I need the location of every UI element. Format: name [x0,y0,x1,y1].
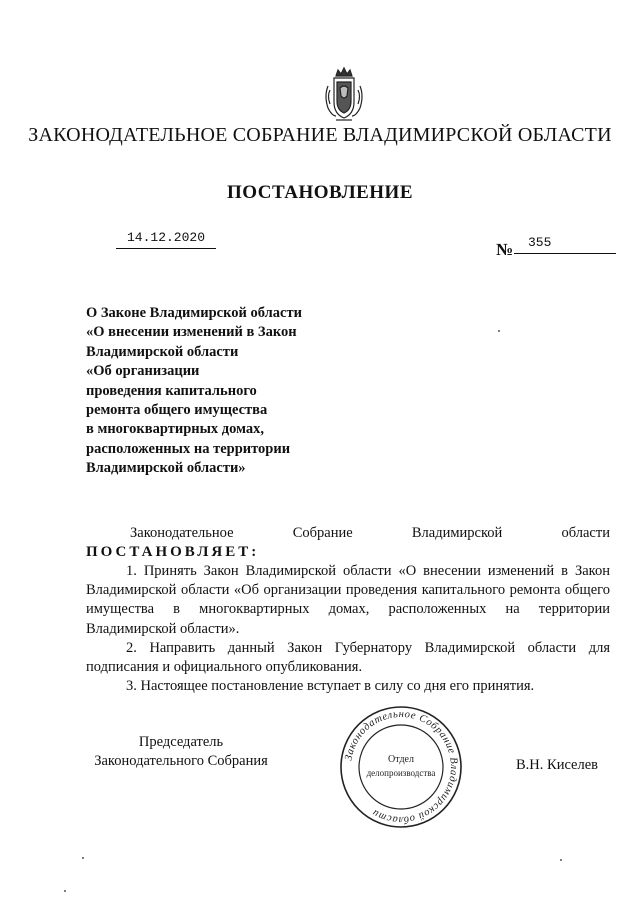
preamble-word: области [561,525,610,541]
scan-speck [498,330,500,332]
document-subject [86,304,386,479]
subject-line: в многоквартирных домах, [86,421,265,438]
decree-item: 3. Настоящее постановление вступает в силу со дня его принятия. [126,678,535,695]
preamble-word: Законодательное [130,525,234,541]
subject-line: «О внесении изменений в Закон [86,324,297,341]
signatory-position [86,733,276,771]
number-underline [514,253,616,254]
coat-of-arms-icon [322,66,366,126]
preamble [86,524,610,562]
stamp-center-line: делопроизводства [366,768,436,778]
position-line: Председатель [138,734,224,750]
organization-title: ЗАКОНОДАТЕЛЬНОЕ СОБРАНИЕ ВЛАДИМИРСКОЙ ОБЛАСТИ [28,124,612,146]
decree-word: ПОСТАНОВЛЯЕТ: [86,544,260,560]
subject-line: ремонта общего имущества [86,402,268,419]
subject-line: О Законе Владимирской области [86,305,302,321]
stamp-center-line: Отдел [388,754,414,765]
svg-text:Законодательное Собрание Влади [343,709,459,825]
document-date: 14.12.2020 [126,230,205,245]
preamble-word: Владимирской [411,525,503,541]
subject-line: Владимирской области» [86,460,246,477]
signatory-name: В.Н. Киселев [516,757,599,773]
document-number: 355 [528,235,552,250]
decree-item: 2. Направить данный Закон Губернатору Владимирской области для подписания и официального опубликования. [86,639,610,676]
preamble-word: Собрание [292,525,353,541]
scan-speck [64,890,66,892]
subject-line: проведения капитального [86,382,257,399]
scan-speck [82,857,84,859]
position-line: Законодательного Собрания [94,753,268,769]
decree-item: 1. Принять Закон Владимирской области «О внесении изменений в Закон Владимирской области «Об организации проведения капитального ремонта общего имущества в многоквартирных домах, расположенных на территории Владимирской области». [86,563,610,637]
scan-speck [560,859,562,861]
stamp-outer-text: Законодательное Собрание Владимирской области [343,708,460,826]
document-type: ПОСТАНОВЛЕНИЕ [226,182,414,203]
preamble-line [86,524,610,543]
number-sign: № [496,240,514,259]
decree-items [86,562,610,696]
subject-line: Владимирской области [86,343,239,360]
official-stamp [338,704,464,830]
subject-line: «Об организации [86,363,200,380]
subject-line: расположенных на территории [86,440,291,457]
date-underline [116,248,216,249]
